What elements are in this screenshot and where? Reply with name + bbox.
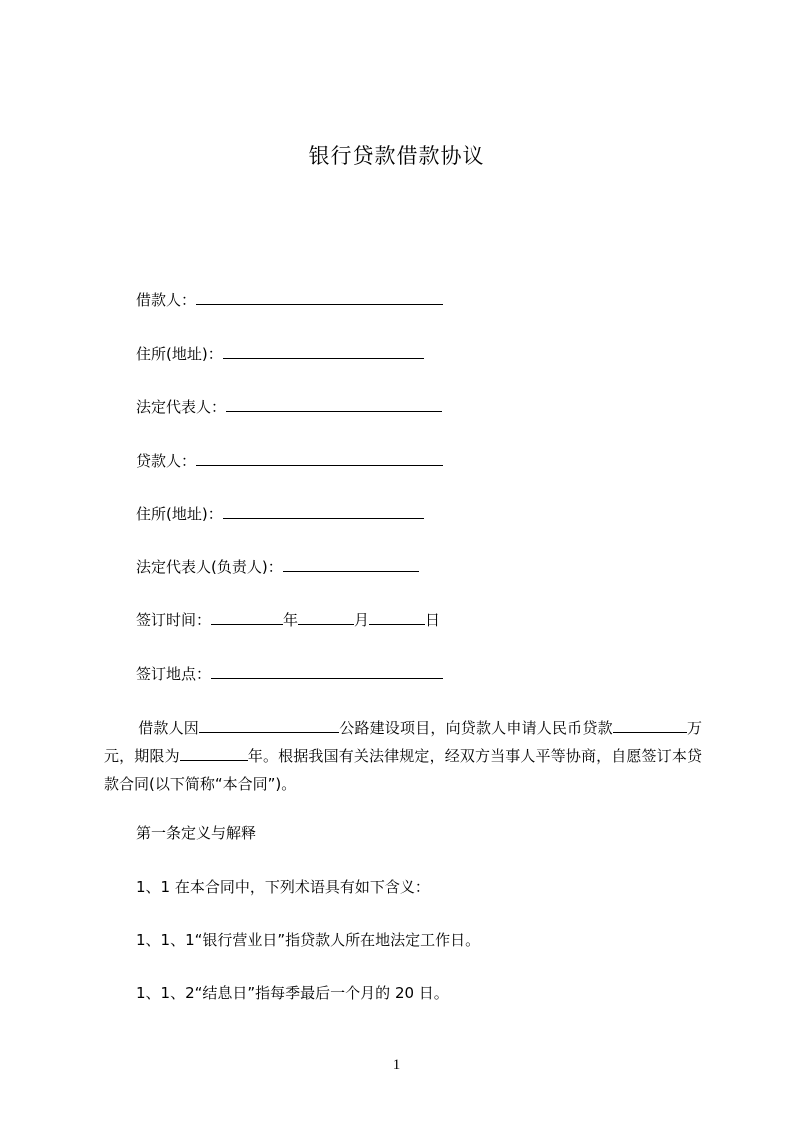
sign-place-line — [136, 663, 443, 685]
borrower-address-line — [136, 343, 424, 365]
document-title: 银行贷款借款协议 — [308, 144, 485, 168]
borrower-rep-label: 法定代表人： — [136, 398, 227, 416]
clause-1-1-1: 1、1、1“银行营业日”指贷款人所在地法定工作日。 — [136, 931, 481, 949]
sign-time-label: 签订时间： — [136, 611, 212, 629]
lender-label: 贷款人： — [136, 452, 197, 470]
article1-heading: 第一条定义与解释 — [136, 824, 257, 842]
intro-part3: 万元，期限为 — [104, 719, 702, 765]
intro-amount-blank — [613, 717, 687, 733]
lender-rep-line — [136, 556, 419, 578]
sign-time-line — [136, 609, 440, 631]
sign-year-blank — [211, 609, 283, 625]
sign-month-blank — [298, 609, 354, 625]
intro-part1: 借款人因 — [138, 719, 199, 737]
clause-1-1: 1、1 在本合同中，下列术语具有如下含义： — [136, 878, 430, 896]
borrower-address-blank — [223, 343, 424, 359]
borrower-rep-line — [136, 396, 442, 418]
lender-address-label: 住所(地址)： — [136, 505, 223, 523]
lender-line — [136, 450, 443, 472]
sign-time-year: 年 — [283, 611, 299, 629]
lender-blank — [196, 450, 443, 466]
intro-project-blank — [199, 717, 339, 733]
borrower-address-label: 住所(地址)： — [136, 345, 223, 363]
intro-part2: 公路建设项目，向贷款人申请人民币贷款 — [339, 719, 613, 737]
intro-term-blank — [180, 745, 248, 761]
clause-1-1-2: 1、1、2“结息日”指每季最后一个月的 20 日。 — [136, 984, 449, 1002]
lender-rep-blank — [283, 556, 419, 572]
sign-place-blank — [211, 663, 443, 679]
sign-time-day: 日 — [425, 611, 441, 629]
sign-place-label: 签订地点： — [136, 665, 212, 683]
borrower-blank — [196, 289, 443, 305]
sign-time-month: 月 — [354, 611, 370, 629]
sign-day-blank — [369, 609, 425, 625]
page-number: 1 — [392, 1057, 401, 1073]
borrower-rep-blank — [226, 396, 442, 412]
intro-paragraph — [104, 714, 702, 798]
borrower-label: 借款人： — [136, 291, 197, 309]
lender-rep-label: 法定代表人(负责人)： — [136, 558, 283, 576]
intro-part4: 年。根据我国有关法律规定，经双方当事人平等协商，自愿签订本贷款合同(以下简称“本合同”)。 — [104, 747, 702, 793]
lender-address-line — [136, 503, 424, 525]
borrower-line — [136, 289, 443, 311]
lender-address-blank — [223, 503, 424, 519]
